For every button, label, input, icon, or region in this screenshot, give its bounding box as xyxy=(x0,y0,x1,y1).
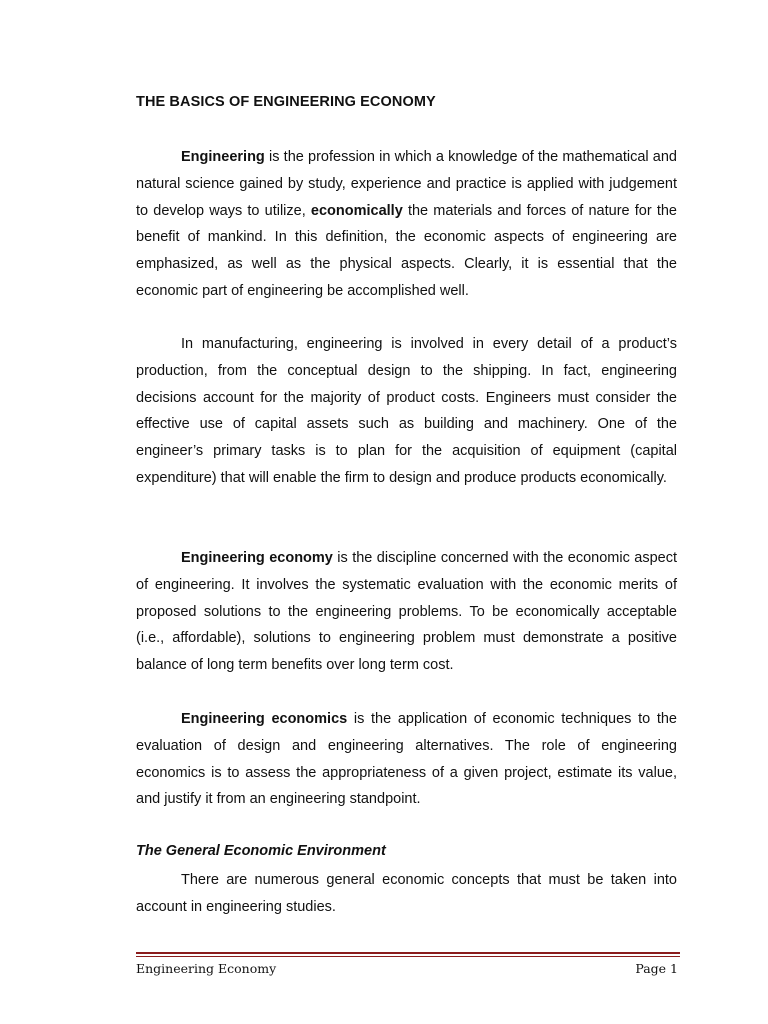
term-engineering-economy: Engineering economy xyxy=(181,550,333,566)
paragraph-engineering-economics: Engineering economics is the application of economic techniques to the evaluation of design and engineering alternatives. The role of engineering economics is to assess the appropriateness of a given project, estimate its value, and justify it from an engineering standpoint. xyxy=(136,711,677,808)
section-heading: The General Economic Environment xyxy=(136,843,386,859)
term-engineering: Engineering xyxy=(181,149,265,165)
footer-rule-thin xyxy=(136,956,680,957)
paragraph-general-economic: There are numerous general economic concepts that must be taken into account in engineering studies. xyxy=(136,872,677,915)
term-economically: economically xyxy=(310,202,403,219)
footer-rule-thick xyxy=(136,952,680,954)
paragraph-engineering-economy: Engineering economy is the discipline concerned with the economic aspect of engineering. It involves the systematic evaluation with the economic merits of proposed solutions to the engineering problems. To be economically acceptable (i.e., affordable), solutions to engineering problem must demonstrate a positive balance of long term benefits over long term cost. xyxy=(136,550,677,674)
footer-page-number: Page 1 xyxy=(635,961,678,976)
document-title: THE BASICS OF ENGINEERING ECONOMY xyxy=(136,94,436,110)
term-engineering-economics: Engineering economics xyxy=(181,711,348,727)
paragraph-engineering-definition: Engineering is the profession in which a knowledge of the mathematical and natural science gained by study, experience and practice is applied with judgement to develop ways to utilize, economically the materials and forces of nature for the benefit of mankind. In this definition, the economic aspects of engineering are emphasized, as well as the physical aspects. Clearly, it is essential that the economic part of engineering be accomplished well. xyxy=(136,149,677,299)
footer-document-name: Engineering Economy xyxy=(136,961,277,976)
paragraph-manufacturing: In manufacturing, engineering is involved in every detail of a product’s production, from the conceptual design to the shipping. In fact, engineering decisions account for the majority of product costs. Engineers must consider the effective use of capital assets such as building and machinery. One of the engineer’s primary tasks is to plan for the acquisition of equipment (capital expenditure) that will enable the firm to design and produce products economically. xyxy=(136,336,677,486)
